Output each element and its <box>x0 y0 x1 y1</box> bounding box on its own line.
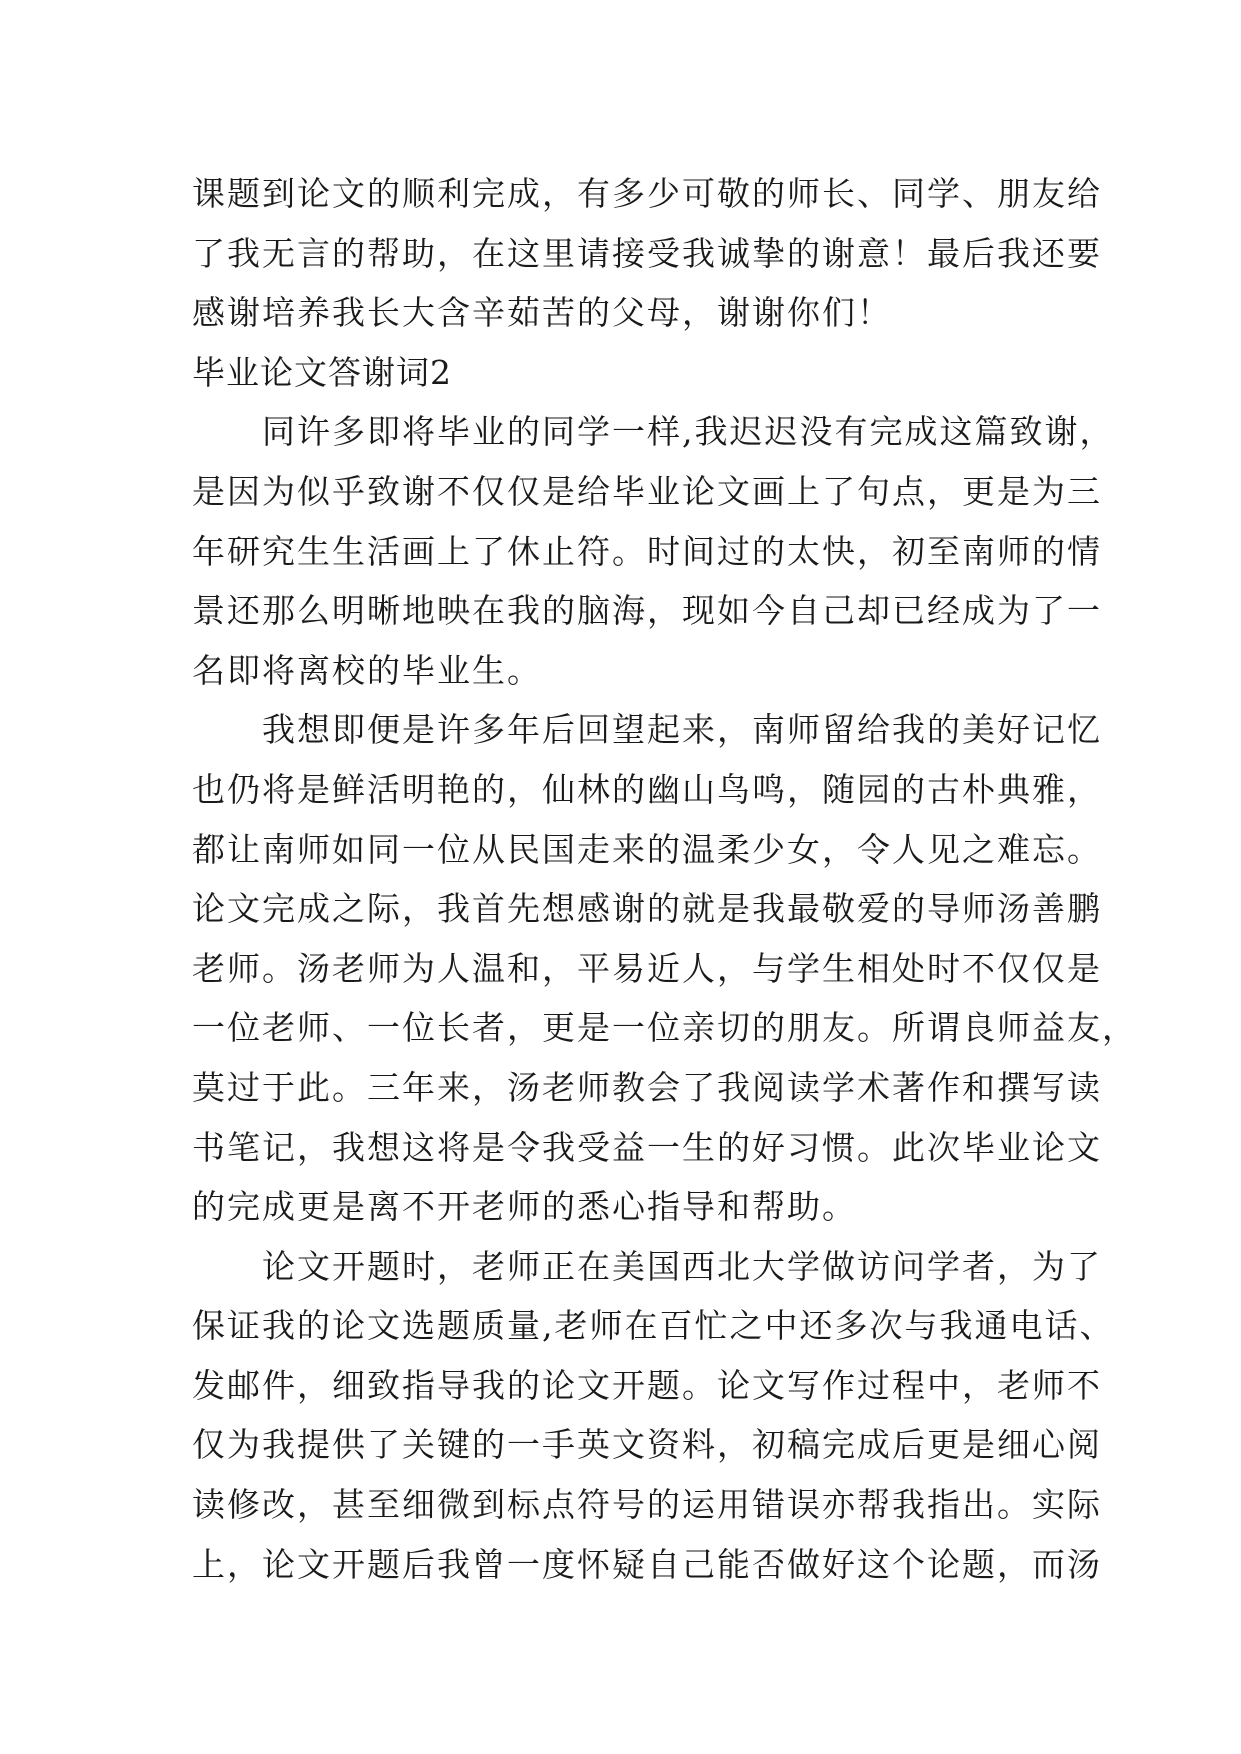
text-line: 是因为似乎致谢不仅仅是给毕业论文画上了句点，更是为三 <box>192 471 1102 511</box>
text-line: 上，论文开题后我曾一度怀疑自己能否做好这个论题，而汤 <box>192 1544 1102 1584</box>
text-line: 书笔记，我想这将是令我受益一生的好习惯。此次毕业论文 <box>192 1127 1102 1167</box>
text-line: 仅为我提供了关键的一手英文资料，初稿完成后更是细心阅 <box>192 1425 1102 1465</box>
document-body <box>192 164 1137 1594</box>
text-line: 论文开题时，老师正在美国西北大学做访问学者，为了 <box>192 1246 1102 1286</box>
text-line: 论文完成之际，我首先想感谢的就是我最敬爱的导师汤善鹏 <box>192 889 1102 929</box>
text-line: 感谢培养我长大含辛茹苦的父母，谢谢你们！ <box>192 293 892 333</box>
section-heading: 毕业论文答谢词2 <box>192 352 452 392</box>
text-line: 了我无言的帮助，在这里请接受我诚挚的谢意！最后我还要 <box>192 233 1102 273</box>
text-line: 老师。汤老师为人温和，平易近人，与学生相处时不仅仅是 <box>192 948 1102 988</box>
text-line: 保证我的论文选题质量,老师在百忙之中还多次与我通电话、 <box>192 1306 1115 1346</box>
text-line: 我想即便是许多年后回望起来，南师留给我的美好记忆 <box>192 710 1102 750</box>
text-line: 年研究生生活画上了休止符。时间过的太快，初至南师的情 <box>192 531 1102 571</box>
text-line: 一位老师、一位长者，更是一位亲切的朋友。所谓良师益友， <box>192 1008 1137 1048</box>
text-line: 的完成更是离不开老师的悉心指导和帮助。 <box>192 1187 857 1227</box>
text-line: 课题到论文的顺利完成，有多少可敬的师长、同学、朋友给 <box>192 174 1102 213</box>
text-line: 同许多即将毕业的同学一样,我迟迟没有完成这篇致谢， <box>192 412 1115 452</box>
text-line: 莫过于此。三年来，汤老师教会了我阅读学术著作和撰写读 <box>192 1067 1102 1107</box>
text-line: 名即将离校的毕业生。 <box>192 650 542 690</box>
text-line: 也仍将是鲜活明艳的，仙林的幽山鸟鸣，随园的古朴典雅， <box>192 769 1102 809</box>
text-line: 读修改，甚至细微到标点符号的运用错误亦帮我指出。实际 <box>192 1485 1102 1525</box>
text-line: 景还那么明晰地映在我的脑海，现如今自己却已经成为了一 <box>192 591 1102 631</box>
text-line: 发邮件，细致指导我的论文开题。论文写作过程中，老师不 <box>192 1365 1102 1405</box>
text-line: 都让南师如同一位从民国走来的温柔少女，令人见之难忘。 <box>192 829 1102 869</box>
